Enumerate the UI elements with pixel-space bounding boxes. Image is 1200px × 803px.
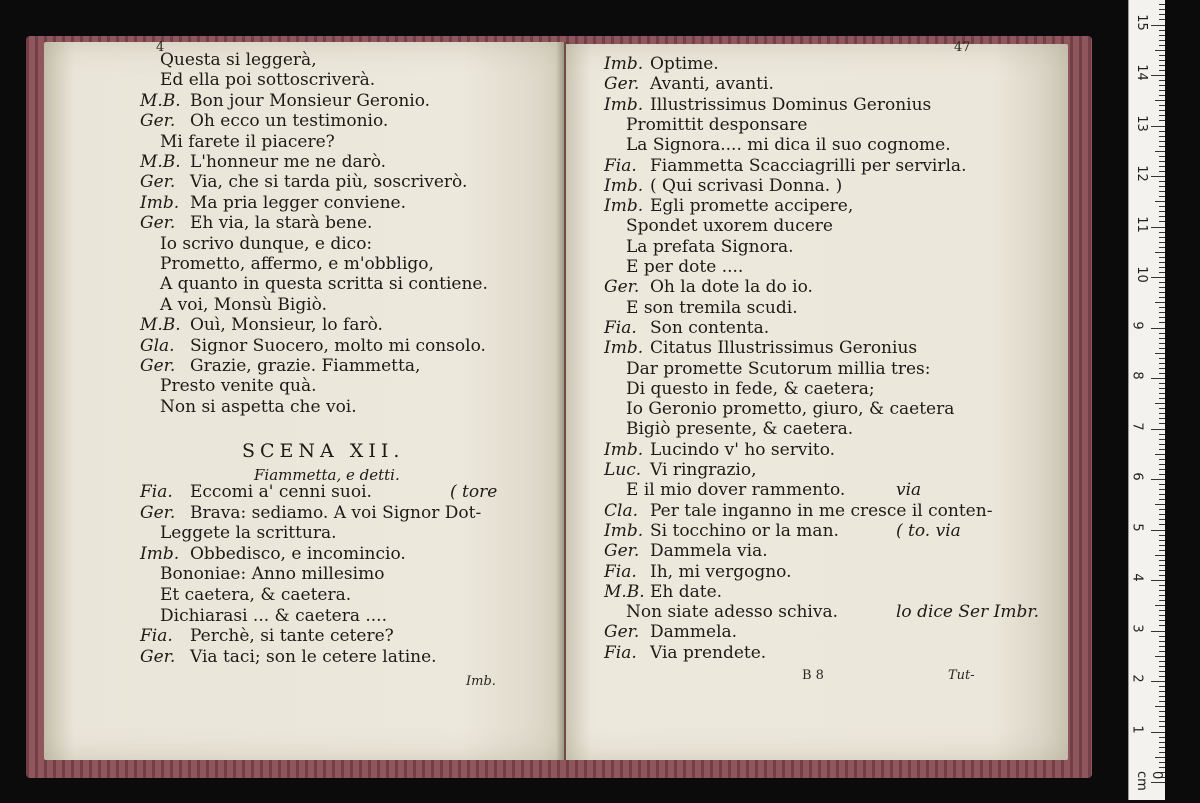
ruler-tick — [1155, 555, 1165, 556]
left-page — [44, 42, 564, 760]
verse-line: Bon jour Monsieur Geronio. — [190, 90, 431, 111]
ruler-tick — [1159, 595, 1165, 596]
ruler-tick — [1151, 126, 1165, 127]
ruler-tick — [1159, 80, 1165, 81]
ruler-tick — [1151, 681, 1165, 682]
ruler-tick — [1159, 570, 1165, 571]
ruler-tick — [1155, 302, 1165, 303]
ruler-tick — [1159, 737, 1165, 738]
ruler-tick — [1159, 60, 1165, 61]
ruler-tick — [1159, 620, 1165, 621]
ruler-tick — [1159, 641, 1165, 642]
ruler-tick — [1159, 363, 1165, 364]
ruler-tick — [1151, 732, 1165, 733]
ruler-tick — [1159, 247, 1165, 248]
ruler-tick — [1159, 237, 1165, 238]
ruler-tick — [1159, 297, 1165, 298]
ruler-tick — [1159, 767, 1165, 768]
ruler-tick — [1159, 45, 1165, 46]
verse-line: E son tremila scudi. — [626, 297, 798, 318]
ruler-tick — [1159, 166, 1165, 167]
ruler-tick — [1159, 524, 1165, 525]
speaker-label: Ger. — [604, 622, 640, 643]
verse-line: Non si aspetta che voi. — [160, 396, 357, 417]
ruler-tick — [1159, 726, 1165, 727]
ruler-tick — [1159, 19, 1165, 20]
ruler-tick — [1159, 423, 1165, 424]
ruler-tick — [1159, 439, 1165, 440]
ruler-tick — [1159, 358, 1165, 359]
ruler-tick — [1159, 196, 1165, 197]
ruler-tick — [1159, 70, 1165, 71]
ruler-tick — [1159, 307, 1165, 308]
ruler-tick — [1159, 388, 1165, 389]
speaker-label: Ger. — [604, 74, 640, 95]
speaker-label: Fia. — [604, 155, 637, 176]
speaker-label: M.B. — [604, 581, 645, 602]
ruler-tick — [1159, 671, 1165, 672]
ruler-tick — [1159, 540, 1165, 541]
ruler-tick — [1155, 403, 1165, 404]
ruler-label: 5 — [1129, 522, 1145, 532]
speaker-label: M.B. — [140, 90, 181, 111]
ruler-tick — [1159, 105, 1165, 106]
signature-mark: B 8 — [802, 668, 824, 683]
speaker-label: Ger. — [140, 356, 176, 376]
ruler-tick — [1155, 100, 1165, 101]
ruler-tick — [1159, 30, 1165, 31]
speaker-label: Imb. — [604, 175, 644, 196]
ruler-tick — [1151, 479, 1165, 480]
ruler-tick — [1159, 136, 1165, 137]
ruler-tick — [1159, 393, 1165, 394]
verse-line: E il mio dover rammento. — [626, 480, 846, 501]
ruler-tick — [1159, 545, 1165, 546]
ruler-tick — [1159, 171, 1165, 172]
ruler-tick — [1159, 282, 1165, 283]
speaker-label: Imb. — [604, 54, 644, 74]
ruler-tick — [1159, 368, 1165, 369]
verse-line: Spondet uxorem ducere — [626, 216, 833, 237]
ruler-label: 1 — [1129, 724, 1145, 734]
verse-line: Prometto, affermo, e m'obbligo, — [160, 254, 434, 274]
ruler-tick — [1159, 464, 1165, 465]
ruler-tick — [1159, 469, 1165, 470]
ruler-tick — [1159, 141, 1165, 142]
ruler-tick — [1159, 459, 1165, 460]
ruler-tick — [1159, 257, 1165, 258]
ruler-tick — [1155, 706, 1165, 707]
ruler-tick — [1155, 151, 1165, 152]
ruler-tick — [1159, 216, 1165, 217]
verse-line: Io Geronio prometto, giuro, & caetera — [626, 399, 955, 420]
ruler-tick — [1159, 211, 1165, 212]
ruler-tick — [1151, 580, 1165, 581]
ruler-tick — [1159, 651, 1165, 652]
ruler-label: 14 — [1133, 64, 1149, 81]
verse-line: La prefata Signora. — [626, 236, 794, 257]
ruler-tick — [1159, 721, 1165, 722]
ruler-tick — [1159, 110, 1165, 111]
ruler-tick — [1159, 691, 1165, 692]
ruler-tick — [1159, 711, 1165, 712]
ruler-tick — [1155, 50, 1165, 51]
ruler-tick — [1159, 560, 1165, 561]
verse-line: Eh via, la starà bene. — [190, 213, 373, 234]
ruler-label: 3 — [1129, 623, 1145, 633]
ruler-tick — [1159, 408, 1165, 409]
ruler-tick — [1159, 115, 1165, 116]
verse-line: Io scrivo dunque, e dico: — [160, 233, 373, 254]
verse-line: Optime. — [650, 54, 719, 74]
ruler-tick — [1155, 757, 1165, 758]
ruler-tick — [1159, 600, 1165, 601]
verse-line: Per tale inganno in me cresce il conten- — [650, 500, 993, 521]
ruler-tick — [1159, 646, 1165, 647]
verse-line: Dammela via. — [650, 541, 768, 562]
ruler-tick — [1159, 625, 1165, 626]
ruler-tick — [1159, 449, 1165, 450]
ruler-label: 13 — [1133, 114, 1149, 132]
speaker-label: Luc. — [604, 460, 642, 480]
ruler-tick — [1159, 585, 1165, 586]
verse-line: Si tocchino or la man. — [650, 520, 839, 541]
speaker-label: Imb. — [604, 94, 644, 115]
ruler-tick — [1159, 535, 1165, 536]
scene-title: SCENA XII. — [242, 440, 405, 462]
left-catchword: Imb. — [466, 674, 496, 689]
ruler-tick — [1159, 373, 1165, 374]
verse-line: Signor Suocero, molto mi consolo. — [190, 335, 486, 356]
left-page-number: 4 — [156, 40, 165, 55]
verse-line: Via prendete. — [650, 642, 767, 663]
speaker-label: Ger. — [140, 213, 176, 234]
ruler-tick — [1159, 590, 1165, 591]
verse-line: Brava: sediamo. A voi Signor Dot- — [190, 502, 482, 523]
ruler-tick — [1159, 509, 1165, 510]
ruler-tick — [1159, 484, 1165, 485]
verse-line: Eh date. — [650, 581, 723, 602]
ruler-tick — [1159, 383, 1165, 384]
ruler-tick — [1159, 312, 1165, 313]
ruler-tick — [1159, 90, 1165, 91]
ruler-tick — [1159, 338, 1165, 339]
right-catchword: Tut- — [948, 668, 975, 683]
verse-line: Egli promette accipere, — [650, 196, 854, 217]
ruler-tick — [1159, 131, 1165, 132]
ruler-tick — [1159, 701, 1165, 702]
ruler-tick — [1159, 666, 1165, 667]
ruler-tick — [1159, 146, 1165, 147]
ruler-tick — [1159, 686, 1165, 687]
ruler-tick — [1155, 201, 1165, 202]
stage-direction: lo dice Ser Imbr. — [896, 602, 1039, 623]
verse-line: Ih, mi vergogno. — [650, 561, 792, 582]
ruler-tick — [1151, 530, 1165, 531]
verse-line: Oh la dote la do io. — [650, 277, 813, 298]
verse-line: Bigiò presente, & caetera. — [626, 419, 854, 440]
speaker-label: Ger. — [140, 646, 176, 667]
ruler-tick — [1159, 191, 1165, 192]
ruler-tick — [1159, 181, 1165, 182]
verse-line: Non siate adesso schiva. — [626, 602, 838, 623]
ruler-tick — [1159, 55, 1165, 56]
verse-line: Fiammetta Scacciagrilli per servirla. — [650, 155, 967, 176]
ruler-tick — [1155, 454, 1165, 455]
ruler-tick — [1159, 661, 1165, 662]
verse-line: Son contenta. — [650, 317, 770, 338]
verse-line: Ouì, Monsieur, lo farò. — [190, 315, 383, 336]
ruler-tick — [1155, 353, 1165, 354]
speaker-label: M.B. — [140, 152, 181, 172]
ruler-tick — [1151, 25, 1165, 26]
verse-line: Bononiae: Anno millesimo — [160, 564, 385, 585]
ruler-tick — [1155, 252, 1165, 253]
ruler-tick — [1159, 348, 1165, 349]
verse-line: ( Qui scrivasi Donna. ) — [650, 175, 843, 196]
ruler-tick — [1155, 504, 1165, 505]
ruler-tick — [1159, 550, 1165, 551]
ruler-label: 10 — [1133, 266, 1149, 283]
verse-line: Via, che si tarda più, soscriverò. — [190, 172, 468, 193]
ruler-label: 0 cm — [1134, 771, 1164, 791]
speaker-label: Fia. — [604, 561, 637, 582]
ruler-tick — [1151, 277, 1165, 278]
stage-direction: ( tore — [450, 482, 498, 502]
ruler-tick — [1159, 434, 1165, 435]
ruler-tick — [1151, 631, 1165, 632]
verse-line: A quanto in questa scritta si contiene. — [160, 274, 488, 295]
speaker-label: Ger. — [140, 111, 176, 132]
verse-line: Oh ecco un testimonio. — [190, 111, 389, 132]
ruler-tick — [1159, 232, 1165, 233]
ruler-tick — [1159, 221, 1165, 222]
ruler-tick — [1159, 742, 1165, 743]
verse-line: Perchè, si tante cetere? — [190, 626, 394, 647]
ruler-label: 12 — [1133, 165, 1149, 182]
speaker-label: Ger. — [140, 172, 176, 193]
ruler-label: 11 — [1133, 215, 1149, 233]
speaker-label: Ger. — [604, 277, 640, 298]
verse-line: Vi ringrazio, — [650, 460, 757, 480]
ruler-tick — [1159, 262, 1165, 263]
verse-line: Ed ella poi sottoscriverà. — [160, 70, 376, 91]
right-page-number: 47 — [954, 40, 971, 55]
verse-line: Citatus Illustrissimus Geronius — [650, 338, 918, 359]
verse-line: Di questo in fede, & caetera; — [626, 378, 875, 399]
ruler-tick — [1159, 9, 1165, 10]
ruler-tick — [1159, 514, 1165, 515]
measuring-ruler — [1128, 0, 1165, 800]
ruler-tick — [1159, 186, 1165, 187]
ruler-tick — [1159, 317, 1165, 318]
verse-line: Illustrissimus Dominus Geronius — [650, 94, 932, 115]
verse-line: Lucindo v' ho servito. — [650, 439, 836, 460]
ruler-tick — [1159, 14, 1165, 15]
verse-line: Obbedisco, e incomincio. — [190, 543, 406, 564]
verse-line: Avanti, avanti. — [650, 74, 774, 95]
speaker-label: Ger. — [604, 541, 640, 562]
ruler-tick — [1155, 605, 1165, 606]
ruler-tick — [1159, 287, 1165, 288]
ruler-tick — [1159, 4, 1165, 5]
ruler-tick — [1159, 716, 1165, 717]
ruler-tick — [1159, 272, 1165, 273]
verse-line: Via taci; son le cetere latine. — [190, 646, 437, 667]
ruler-tick — [1159, 519, 1165, 520]
speaker-label: Imb. — [604, 338, 644, 359]
verse-line: Dichiarasi ... & caetera .... — [160, 605, 387, 626]
stage-direction: via — [896, 480, 922, 501]
verse-line: A voi, Monsù Bigiò. — [160, 294, 328, 315]
ruler-tick — [1159, 752, 1165, 753]
verse-line: E per dote .... — [626, 257, 744, 277]
ruler-tick — [1159, 95, 1165, 96]
ruler-tick — [1159, 206, 1165, 207]
ruler-tick — [1159, 565, 1165, 566]
speaker-label: Fia. — [604, 642, 637, 663]
ruler-tick — [1159, 499, 1165, 500]
ruler-tick — [1159, 494, 1165, 495]
speaker-label: Imb. — [140, 543, 180, 564]
verse-line: L'honneur me ne darò. — [190, 152, 387, 172]
ruler-label: 8 — [1129, 371, 1145, 380]
ruler-tick — [1159, 615, 1165, 616]
speaker-label: Fia. — [140, 482, 173, 502]
verse-line: Questa si leggerà, — [160, 50, 317, 70]
speaker-label: Imb. — [140, 192, 180, 213]
speaker-label: Ger. — [140, 502, 176, 523]
ruler-tick — [1159, 575, 1165, 576]
ruler-tick — [1159, 762, 1165, 763]
verse-line: Et caetera, & caetera. — [160, 585, 352, 605]
ruler-tick — [1159, 636, 1165, 637]
ruler-tick — [1159, 398, 1165, 399]
ruler-label: 2 — [1129, 674, 1145, 683]
ruler-label: 6 — [1129, 472, 1145, 481]
ruler-tick — [1159, 85, 1165, 86]
ruler-tick — [1151, 227, 1165, 228]
ruler-tick — [1159, 676, 1165, 677]
ruler-tick — [1151, 429, 1165, 430]
ruler-tick — [1159, 267, 1165, 268]
verse-line: Eccomi a' cenni suoi. — [190, 482, 372, 502]
ruler-tick — [1159, 161, 1165, 162]
ruler-tick — [1159, 333, 1165, 334]
ruler-tick — [1159, 489, 1165, 490]
speaker-label: Gla. — [140, 335, 175, 356]
ruler-tick — [1159, 610, 1165, 611]
verse-line: Mi farete il piacere? — [160, 131, 335, 152]
ruler-tick — [1159, 413, 1165, 414]
ruler-tick — [1159, 65, 1165, 66]
ruler-tick — [1151, 378, 1165, 379]
ruler-tick — [1159, 474, 1165, 475]
ruler-tick — [1159, 292, 1165, 293]
speaker-label: Cla. — [604, 500, 638, 521]
ruler-tick — [1159, 418, 1165, 419]
ruler-label: 7 — [1129, 421, 1145, 431]
ruler-tick — [1159, 35, 1165, 36]
verse-line: Promittit desponsare — [626, 114, 808, 135]
ruler-tick — [1159, 696, 1165, 697]
ruler-tick — [1151, 75, 1165, 76]
verse-line: La Signora.... mi dica il suo cognome. — [626, 135, 951, 156]
verse-line: Dar promette Scutorum millia tres: — [626, 358, 931, 379]
verse-line: Dammela. — [650, 622, 738, 643]
ruler-tick — [1151, 176, 1165, 177]
ruler-label: 4 — [1129, 573, 1145, 582]
scene-subtitle: Fiammetta, e detti. — [254, 466, 400, 484]
verse-line: Leggete la scrittura. — [160, 523, 337, 544]
ruler-label: 15 — [1133, 13, 1149, 31]
verse-line: Ma pria legger conviene. — [190, 192, 407, 213]
verse-line: Presto venite quà. — [160, 376, 317, 397]
ruler-tick — [1155, 656, 1165, 657]
ruler-tick — [1159, 156, 1165, 157]
ruler-tick — [1159, 40, 1165, 41]
verse-line: Grazie, grazie. Fiammetta, — [190, 356, 421, 376]
speaker-label: Imb. — [604, 196, 644, 217]
speaker-label: Imb. — [604, 439, 644, 460]
ruler-tick — [1159, 120, 1165, 121]
ruler-tick — [1159, 747, 1165, 748]
ruler-tick — [1159, 242, 1165, 243]
stage-direction: ( to. via — [896, 520, 961, 541]
ruler-tick — [1159, 444, 1165, 445]
right-page — [566, 40, 1068, 760]
speaker-label: Imb. — [604, 520, 644, 541]
ruler-tick — [1159, 322, 1165, 323]
speaker-label: Fia. — [140, 626, 173, 647]
speaker-label: M.B. — [140, 315, 181, 336]
speaker-label: Fia. — [604, 317, 637, 338]
ruler-label: 9 — [1129, 320, 1145, 330]
ruler-tick — [1159, 343, 1165, 344]
ruler-tick — [1151, 328, 1165, 329]
